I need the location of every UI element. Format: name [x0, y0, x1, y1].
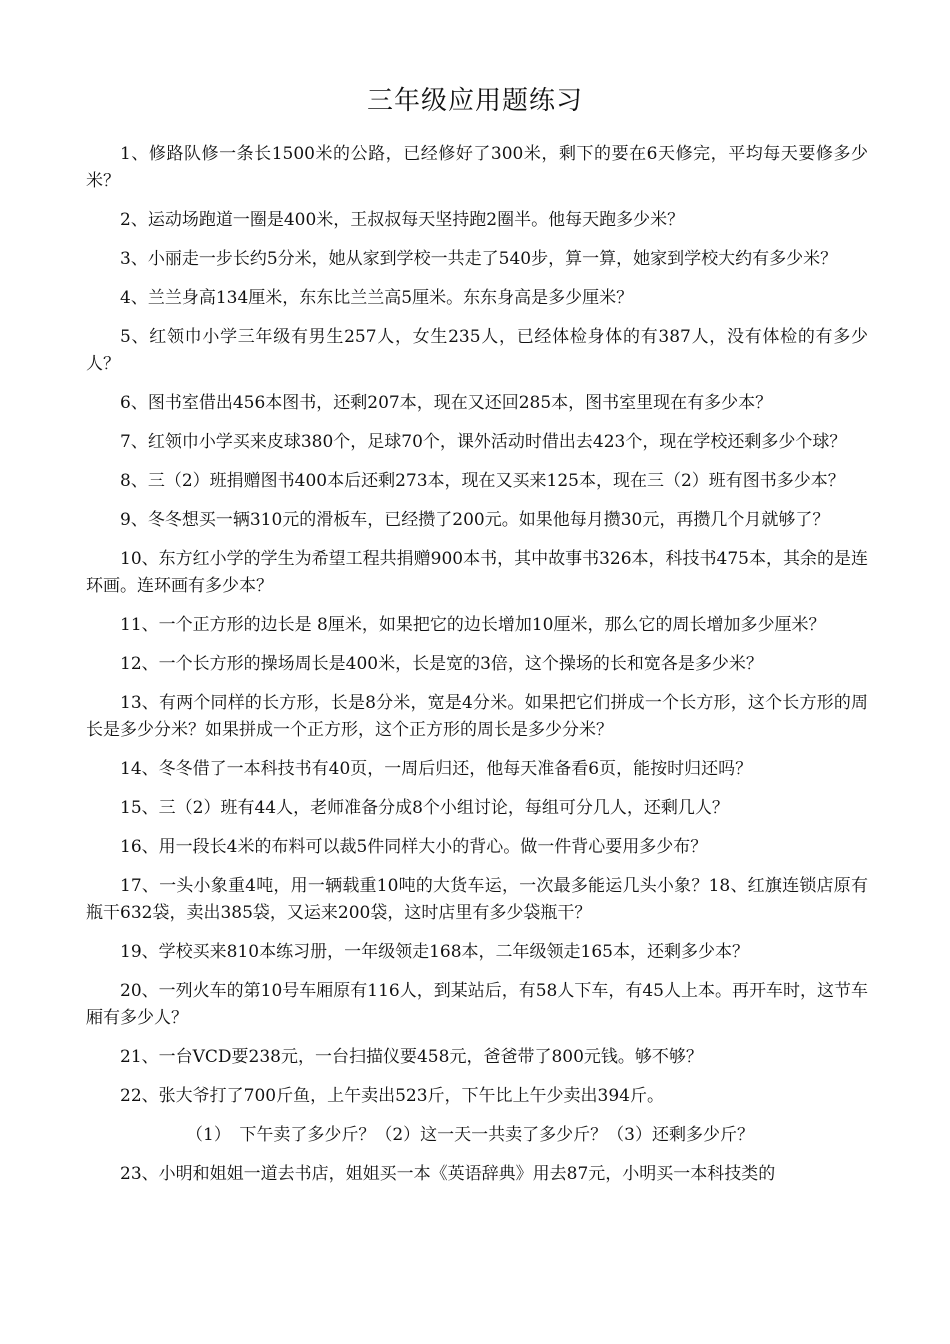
question-6: 6、图书室借出456本图书，还剩207本，现在又还回285本，图书室里现在有多少本？: [120, 393, 773, 413]
question-22: 22、张大爷打了700斤鱼，上午卖出523斤，下午比上午少卖出394斤。: [120, 1086, 664, 1106]
question-5: 5、红领巾小学三年级有男生257人，女生235人，已经体检身体的有387人，没有体检的有多少人？: [86, 327, 868, 374]
question-22-subquestions: （1） 下午卖了多少斤？（2）这一天一共卖了多少斤？（3）还剩多少斤？: [186, 1125, 754, 1145]
question-13: 13、有两个同样的长方形，长是8分米，宽是4分米。如果把它们拼成一个长方形，这个长方形的周长是多少分米？如果拼成一个正方形，这个正方形的周长是多少分米？: [86, 693, 868, 740]
question-15: 15、三（2）班有44人，老师准备分成8个小组讨论，每组可分几人，还剩几人？: [120, 798, 729, 818]
question-3: 3、小丽走一步长约5分米，她从家到学校一共走了540步，算一算，她家到学校大约有多少米？: [120, 249, 838, 269]
question-23: 23、小明和姐姐一道去书店，姐姐买一本《英语辞典》用去87元，小明买一本科技类的: [120, 1164, 776, 1184]
question-9: 9、冬冬想买一辆310元的滑板车，已经攒了200元。如果他每月攒30元，再攒几个月就够了？: [120, 510, 830, 530]
question-2: 2、运动场跑道一圈是400米，王叔叔每天坚持跑2圈半。他每天跑多少米？: [120, 210, 685, 230]
question-11: 11、一个正方形的边长是 8厘米，如果把它的边长增加10厘米，那么它的周长增加多少厘米？: [120, 615, 826, 635]
question-7: 7、红领巾小学买来皮球380个，足球70个，课外活动时借出去423个，现在学校还剩多少个球？: [120, 432, 847, 452]
question-16: 16、用一段长4米的布料可以裁5件同样大小的背心。做一件背心要用多少布？: [120, 837, 708, 857]
question-12: 12、一个长方形的操场周长是400米，长是宽的3倍，这个操场的长和宽各是多少米？: [120, 654, 763, 674]
question-10: 10、东方红小学的学生为希望工程共捐赠900本书，其中故事书326本，科技书475本，其余的是连环画。连环画有多少本？: [86, 549, 868, 596]
question-17-18: 17、一头小象重4吨，用一辆载重10吨的大货车运，一次最多能运几头小象？18、红旗连锁店原有瓶干632袋，卖出385袋，又运来200袋，这时店里有多少袋瓶干？: [86, 876, 868, 923]
page-title: 三年级应用题练习: [366, 86, 583, 116]
question-14: 14、冬冬借了一本科技书有40页，一周后归还，他每天准备看6页，能按时归还吗？: [120, 759, 753, 779]
question-4: 4、兰兰身高134厘米，东东比兰兰高5厘米。东东身高是多少厘米？: [120, 288, 634, 308]
question-19: 19、学校买来810本练习册，一年级领走168本，二年级领走165本，还剩多少本？: [120, 942, 749, 962]
question-8: 8、三（2）班捐赠图书400本后还剩273本，现在又买来125本，现在三（2）班有图书多少本？: [120, 471, 845, 491]
question-20: 20、一列火车的第10号车厢原有116人，到某站后，有58人下车，有45人上本。再开车时，这节车厢有多少人？: [86, 981, 868, 1028]
question-21: 21、一台VCD要238元，一台扫描仪要458元，爸爸带了800元钱。够不够？: [120, 1047, 703, 1067]
question-1: 1、修路队修一条长1500米的公路，已经修好了300米，剩下的要在6天修完，平均每天要修多少米？: [86, 144, 868, 191]
question-list: [86, 141, 868, 1200]
